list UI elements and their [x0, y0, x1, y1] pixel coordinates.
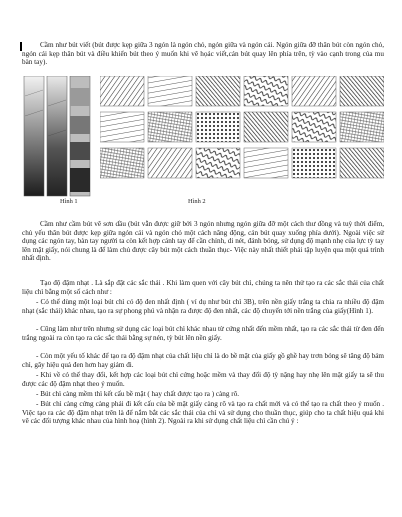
figure-1-caption: Hình 1: [60, 198, 78, 205]
figure-2-graphic: [100, 76, 384, 194]
paragraph-item-3: - Còn một yếu tố khác để tạo ra độ đậm nhạt của chất liệu chì là do bề mặt của giấy gồ ghề hay trơn bóng sẽ tăng độ bám chì, gây hiệu quả đen hơn hay giảm đi.: [22, 352, 384, 369]
paragraph-item-6: - Bút chì càng cứng càng phải đi kết cấu của bề mặt giấy càng rõ và tạo ra chất mới và có thể tạo ra chất theo ý muốn . Việc tạo ra các độ đậm nhạt trên là để nắm bắt các sắc thái của chì và sử dụng cho thuần thục, giúp cho ta chất hiệu quả khi vẽ các đối tượng khác nhau của hình hoạ (hình 2). Ngoài ra khi sử dụng chất liệu chì cần chú ý :: [22, 400, 384, 426]
figure-2-caption: Hình 2: [188, 198, 206, 205]
paragraph-item-2: - Cũng làm như trên nhưng sử dụng các loại bút chì khác nhau từ cứng nhất đến mềm nhất, tạo ra các sắc thái từ đen đến trắng ngoài ra còn tạo ra các sắc thái bằng sự nén, tỳ bút lên nền giấy.: [22, 325, 384, 342]
paragraph-brush-grip: Cầm như cầm bút vẽ sơn dầu (bút vẫn được giữ bởi 3 ngón nhưng ngón giữa đỡ một cách thư đồng và tuỳ thời điểm, chủ yếu thân bút được kẹp giữa ngón cái và ngón chỏ một cách năng động, cán bút quay xuống phía dưới). Ngoài việc sử dụng các ngón tay, bàn tay người ta còn kết hợp cánh tay để cần chỉnh, di nét, đánh bóng, sử dụng độ mạnh nhẹ của lực tỳ tay lên mặt giấy, nói chung là để làm chủ được cây bút một cách thuần thục- Việc này nhất thiết phải tập luyện qua một quá trình nhất định.: [22, 220, 384, 263]
figure-1-value-scale: [22, 76, 94, 198]
paragraph-item-5: - Bút chì càng mềm thì kết cấu bề mặt ( hay chất được tạo ra ) càng rõ.: [36, 390, 240, 398]
intro-paragraph: Cầm như bút viết (bút được kẹp giữa 3 ngón là ngón chỏ, ngón giữa và ngón cái. Ngón giữa đỡ thân bút còn ngón chỏ, ngón cái kẹp thân bút và điều khiển bút theo ý muốn khi vẽ họác viết,cán bút quay lên phía trên, tỳ vào cạnh trong của mu bàn tay).: [22, 41, 384, 67]
paragraph-item-4: - Khi về có thể thay đổi, kết hợp các loại bút chì cứng hoặc mềm và thay đổi độ tỳ nặng hay nhẹ lên mặt giấy ta sẽ thu được các độ đậm nhạt theo ý muốn.: [22, 371, 384, 388]
figure-area: [22, 76, 384, 206]
figure-1-graphic: [22, 76, 94, 198]
paragraph-tone-intro: Tạo độ đậm nhạt . Là sắp đặt các sắc thái . Khi làm quen với cây bút chì, chúng ta nên thử tạo ra các sắc thái của chất liệu chì bằng một số cách như :: [22, 279, 384, 296]
figure-2-texture-grid: [100, 76, 384, 194]
paragraph-item-1: - Có thể dùng một loại bút chì có độ đen nhất định ( ví dụ như bút chì 3B), trên nền giấy trắng ta chia ra nhiều độ đậm nhạt (sắc thái) khác nhau, tạo ra sự phong phú và nhận ra được độ đen nhất, các độ chuyển tới nền trắng của giấy(Hình 1).: [22, 298, 384, 315]
